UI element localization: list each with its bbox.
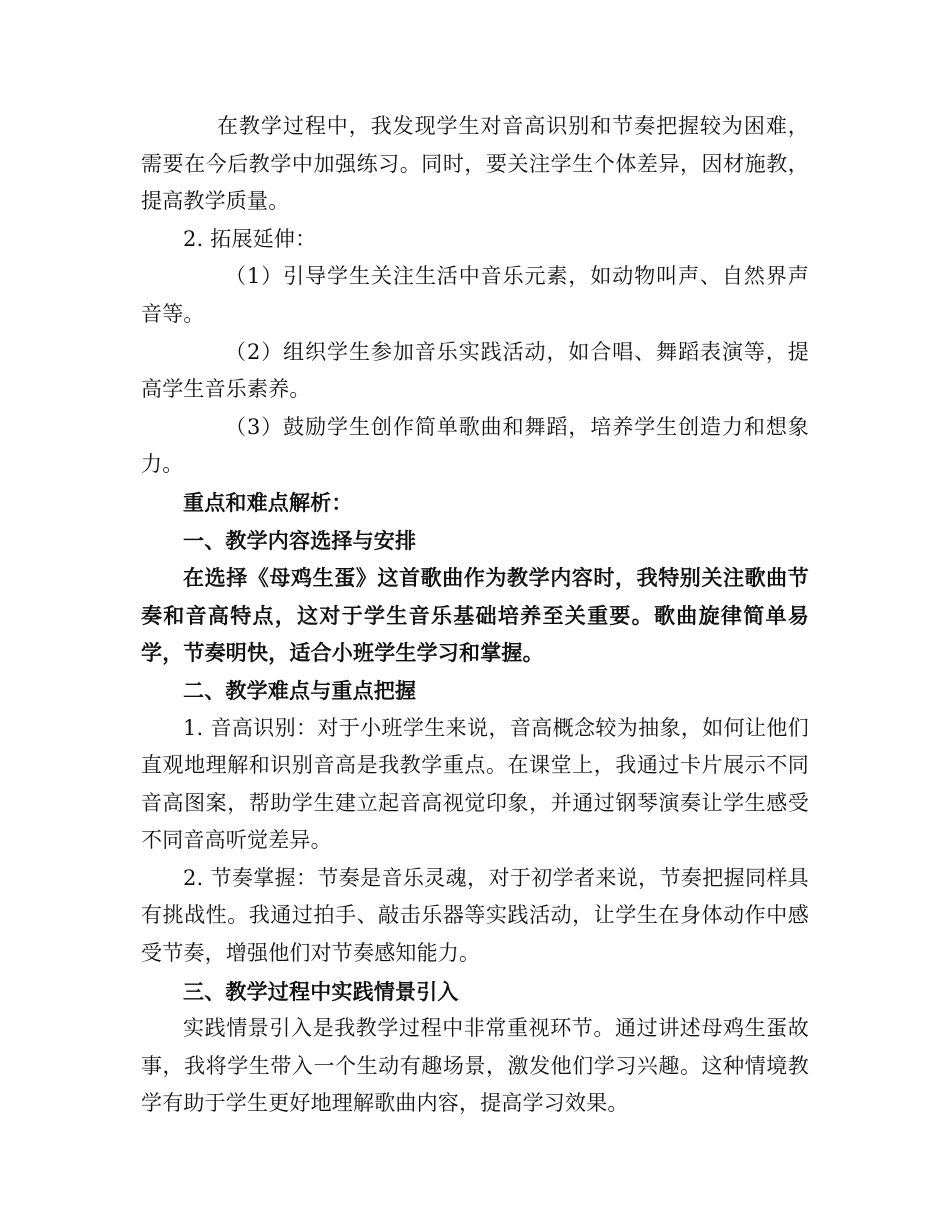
paragraph-extension-item-1: （1）引导学生关注生活中音乐元素，如动物叫声、自然界声音等。 <box>141 264 809 326</box>
paragraph-pitch-recognition: 1. 音高识别：对于小班学生来说，音高概念较为抽象，如何让他们直观地理解和识别音高是我教学重点。在课堂上，我通过卡片展示不同音高图案，帮助学生建立起音高视觉印象，并通过钢琴演奏让学生感受不同音高听觉差异。 <box>141 715 809 853</box>
section-heading-difficulties: 二、教学难点与重点把握 <box>183 677 417 703</box>
document-page <box>141 108 809 1123</box>
paragraph-scenario: 实践情景引入是我教学过程中非常重视环节。通过讲述母鸡生蛋故事，我将学生带入一个生动有趣场景，激发他们学习兴趣。这种情境教学有助于学生更好地理解歌曲内容，提高学习效果。 <box>141 1016 809 1116</box>
paragraph-extension-heading: 2. 拓展延伸： <box>183 226 317 251</box>
paragraph-extension-item-2: （2）组织学生参加音乐实践活动，如合唱、舞蹈表演等，提高学生音乐素养。 <box>141 339 809 402</box>
section-heading-key-points: 重点和难点解析： <box>183 489 353 515</box>
paragraph-extension-item-3: （3）鼓励学生创作简单歌曲和舞蹈，培养学生创造力和想象力。 <box>141 414 809 477</box>
paragraph-content-selection: 在选择《母鸡生蛋》这首歌曲作为教学内容时，我特别关注歌曲节奏和音高特点，这对于学生音乐基础培养至关重要。歌曲旋律简单易学，节奏明快，适合小班学生学习和掌握。 <box>141 565 809 666</box>
section-heading-scenario: 三、教学过程中实践情景引入 <box>183 978 459 1004</box>
section-heading-content-selection: 一、教学内容选择与安排 <box>183 527 417 553</box>
paragraph-reflection: 在教学过程中，我发现学生对音高识别和节奏把握较为困难，需要在今后教学中加强练习。同时，要关注学生个体差异，因材施教，提高教学质量。 <box>141 114 809 214</box>
paragraph-rhythm-mastery: 2. 节奏掌握：节奏是音乐灵魂，对于初学者来说，节奏把握同样具有挑战性。我通过拍手、敲击乐器等实践活动，让学生在身体动作中感受节奏，增强他们对节奏感知能力。 <box>141 865 809 966</box>
